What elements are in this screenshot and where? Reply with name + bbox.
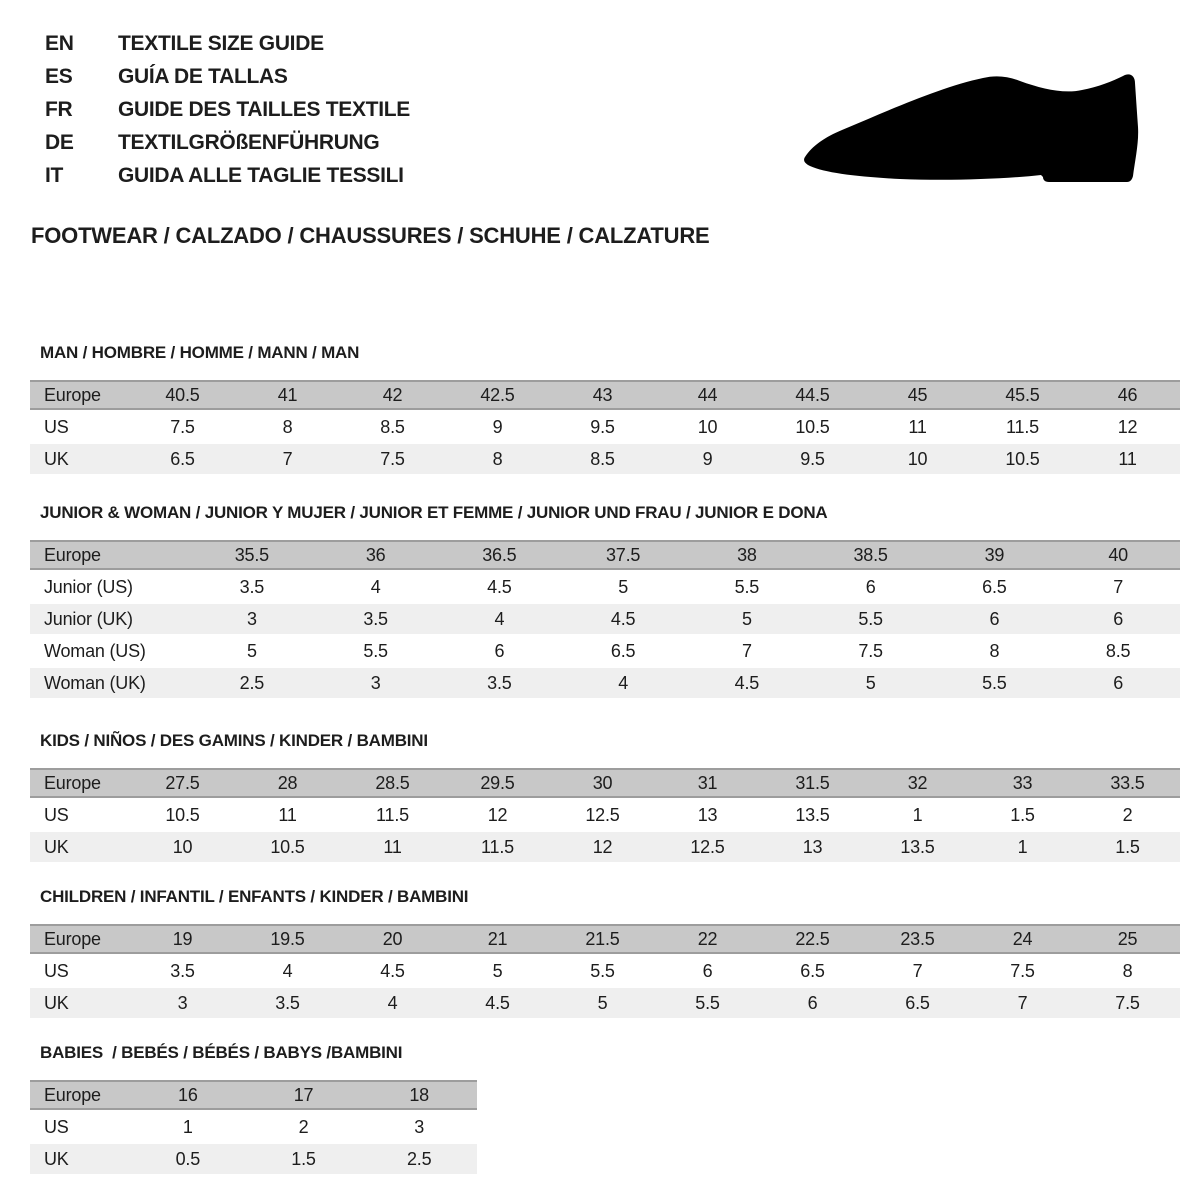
size-cell: 6.5 [610, 640, 636, 661]
language-code: ES [45, 64, 73, 88]
table-row [30, 444, 1180, 474]
table-row [30, 924, 1180, 954]
size-cell: 24 [1012, 928, 1033, 949]
section-title: BABIES / BEBÉS / BÉBÉS / BABYS /BAMBINI [40, 1043, 403, 1062]
table-row [30, 832, 1180, 862]
table-row [30, 604, 1180, 634]
size-cell: 44.5 [795, 384, 830, 405]
section-title: MAN / HOMBRE / HOMME / MANN / MAN [40, 343, 360, 362]
size-cell: 7 [1017, 992, 1028, 1013]
size-cell: 30 [592, 772, 613, 793]
size-cell: 10 [172, 836, 193, 857]
size-cell: 43 [592, 384, 613, 405]
size-cell: 27.5 [165, 772, 200, 793]
size-cell: 37.5 [606, 544, 641, 565]
size-cell: 7.5 [1115, 992, 1140, 1013]
size-table [30, 380, 1180, 474]
size-cell: 5 [492, 960, 503, 981]
size-cell: 29.5 [480, 772, 515, 793]
row-label: Europe [44, 1084, 101, 1105]
size-cell: 7.5 [1010, 960, 1035, 981]
size-cell: 6.5 [982, 576, 1007, 597]
size-cell: 1.5 [1010, 804, 1035, 825]
size-cell: 18 [409, 1084, 429, 1105]
table-row [30, 1112, 477, 1142]
size-cell: 3.5 [275, 992, 300, 1013]
size-cell: 3.5 [487, 672, 512, 693]
size-section [30, 343, 1180, 474]
size-cell: 20 [382, 928, 403, 949]
size-cell: 13.5 [900, 836, 935, 857]
size-cell: 9 [492, 416, 503, 437]
row-label: Woman (UK) [44, 672, 146, 693]
table-row [30, 956, 1180, 986]
size-cell: 12.5 [585, 804, 620, 825]
size-table [30, 768, 1180, 862]
size-cell: 3 [370, 672, 381, 693]
size-table [30, 1080, 477, 1174]
size-cell: 12 [592, 836, 613, 857]
size-cell: 32 [907, 772, 928, 793]
size-cell: 4 [387, 992, 398, 1013]
size-cell: 40.5 [165, 384, 200, 405]
size-cell: 11 [908, 416, 927, 437]
size-cell: 22 [697, 928, 718, 949]
table-row [30, 412, 1180, 442]
section-title: CHILDREN / INFANTIL / ENFANTS / KINDER / BAMBINI [40, 887, 469, 906]
size-cell: 2 [298, 1116, 309, 1137]
table-row [30, 380, 1180, 410]
size-cell: 4.5 [734, 672, 760, 693]
language-code: DE [45, 130, 74, 154]
size-cell: 10 [697, 416, 718, 437]
size-cell: 5 [865, 672, 876, 693]
size-cell: 1 [912, 804, 923, 825]
size-cell: 9.5 [590, 416, 615, 437]
size-cell: 42.5 [480, 384, 515, 405]
row-label: Europe [44, 544, 101, 565]
size-cell: 38.5 [853, 544, 888, 565]
size-cell: 5 [741, 608, 752, 629]
size-cell: 11.5 [376, 804, 409, 825]
size-cell: 21 [487, 928, 508, 949]
size-cell: 11 [278, 804, 297, 825]
size-cell: 13.5 [795, 804, 830, 825]
language-code: EN [45, 31, 74, 55]
size-cell: 3.5 [363, 608, 388, 629]
size-cell: 28.5 [375, 772, 410, 793]
size-cell: 38 [737, 544, 757, 565]
size-cell: 31.5 [795, 772, 830, 793]
size-cell: 7 [912, 960, 923, 981]
language-title: GUÍA DE TALLAS [118, 64, 288, 88]
table-row [30, 572, 1180, 602]
size-cell: 1 [182, 1116, 193, 1137]
size-cell: 31 [697, 772, 718, 793]
row-label: UK [44, 448, 69, 469]
size-cell: 10.5 [270, 836, 305, 857]
size-section [30, 731, 1180, 862]
size-section [30, 503, 1180, 698]
row-label: Europe [44, 928, 101, 949]
size-cell: 6.5 [170, 448, 195, 469]
size-cell: 7 [1113, 576, 1124, 597]
size-cell: 4 [282, 960, 293, 981]
size-cell: 9 [702, 448, 713, 469]
size-cell: 10.5 [165, 804, 200, 825]
table-row [30, 800, 1180, 830]
size-cell: 0.5 [175, 1148, 201, 1169]
size-cell: 11.5 [481, 836, 514, 857]
size-cell: 4 [618, 672, 629, 693]
size-cell: 5 [597, 992, 608, 1013]
size-cell: 36.5 [482, 544, 517, 565]
size-cell: 41 [277, 384, 298, 405]
size-cell: 6.5 [800, 960, 825, 981]
size-cell: 2.5 [406, 1148, 432, 1169]
row-label: US [44, 960, 69, 981]
size-cell: 8 [282, 416, 293, 437]
size-cell: 10 [907, 448, 928, 469]
size-cell: 45 [907, 384, 928, 405]
size-cell: 13 [697, 804, 718, 825]
size-cell: 1.5 [291, 1148, 316, 1169]
language-title: TEXTILGRÖßENFÜHRUNG [118, 130, 380, 154]
size-cell: 3 [177, 992, 188, 1013]
size-cell: 7 [741, 640, 752, 661]
size-cell: 7.5 [170, 416, 195, 437]
row-label: US [44, 416, 69, 437]
size-cell: 13 [802, 836, 823, 857]
section-title: JUNIOR & WOMAN / JUNIOR Y MUJER / JUNIOR ET FEMME / JUNIOR UND FRAU / JUNIOR E DONA [40, 503, 828, 522]
size-cell: 4.5 [610, 608, 636, 629]
table-row [30, 1080, 477, 1110]
language-title: GUIDE DES TAILLES TEXTILE [118, 97, 410, 121]
size-cell: 19.5 [270, 928, 305, 949]
size-cell: 6 [1113, 608, 1124, 629]
size-cell: 1.5 [1115, 836, 1140, 857]
size-cell: 6 [494, 640, 505, 661]
size-cell: 3.5 [239, 576, 265, 597]
size-cell: 2.5 [239, 672, 265, 693]
size-cell: 33.5 [1110, 772, 1145, 793]
size-cell: 6.5 [905, 992, 930, 1013]
row-label: Junior (US) [44, 576, 133, 597]
language-code: FR [45, 97, 73, 121]
size-cell: 8 [492, 448, 503, 469]
size-cell: 8.5 [380, 416, 405, 437]
size-cell: 5.5 [695, 992, 720, 1013]
size-cell: 12.5 [690, 836, 725, 857]
size-cell: 4.5 [485, 992, 510, 1013]
row-label: Europe [44, 384, 101, 405]
size-cell: 5.5 [858, 608, 883, 629]
size-cell: 23.5 [900, 928, 935, 949]
size-cell: 10.5 [1005, 448, 1040, 469]
size-cell: 12 [487, 804, 508, 825]
size-table [30, 924, 1180, 1018]
table-row [30, 1144, 477, 1174]
size-cell: 39 [984, 544, 1005, 565]
size-cell: 22.5 [795, 928, 830, 949]
size-cell: 8.5 [1105, 640, 1131, 661]
size-cell: 5 [618, 576, 629, 597]
size-cell: 8.5 [590, 448, 615, 469]
row-label: UK [44, 836, 69, 857]
size-cell: 3.5 [170, 960, 195, 981]
row-label: Junior (UK) [44, 608, 133, 629]
size-cell: 7.5 [380, 448, 405, 469]
size-cell: 5.5 [982, 672, 1007, 693]
size-cell: 10.5 [795, 416, 830, 437]
row-label: UK [44, 992, 69, 1013]
size-cell: 7 [282, 448, 293, 469]
row-label: Europe [44, 772, 101, 793]
size-cell: 4.5 [380, 960, 405, 981]
size-cell: 45.5 [1005, 384, 1040, 405]
size-section [30, 1043, 477, 1174]
language-code: IT [45, 163, 64, 187]
size-cell: 16 [178, 1084, 198, 1105]
size-cell: 6 [807, 992, 818, 1013]
size-cell: 8 [989, 640, 1000, 661]
section-title: KIDS / NIÑOS / DES GAMINS / KINDER / BAMBINI [40, 731, 428, 750]
size-tables [30, 0, 1180, 1200]
size-cell: 46 [1117, 384, 1138, 405]
size-cell: 8 [1122, 960, 1133, 981]
table-row [30, 988, 1180, 1018]
size-cell: 2 [1122, 804, 1133, 825]
size-table [30, 540, 1180, 698]
size-cell: 11 [383, 836, 402, 857]
size-cell: 40 [1108, 544, 1128, 565]
size-cell: 36 [365, 544, 386, 565]
row-label: US [44, 804, 69, 825]
row-label: Woman (US) [44, 640, 146, 661]
size-cell: 4 [494, 608, 505, 629]
size-cell: 19 [172, 928, 193, 949]
size-cell: 17 [293, 1084, 314, 1105]
size-cell: 42 [382, 384, 403, 405]
size-cell: 11 [1118, 448, 1137, 469]
size-section [30, 887, 1180, 1018]
category-title: FOOTWEAR / CALZADO / CHAUSSURES / SCHUHE / CALZATURE [31, 223, 710, 248]
size-cell: 33 [1012, 772, 1033, 793]
language-title: GUIDA ALLE TAGLIE TESSILI [118, 163, 404, 187]
size-cell: 4.5 [487, 576, 512, 597]
size-cell: 6 [1113, 672, 1124, 693]
size-cell: 3 [414, 1116, 425, 1137]
size-cell: 6 [702, 960, 713, 981]
size-cell: 44 [697, 384, 718, 405]
size-cell: 11.5 [1006, 416, 1039, 437]
size-cell: 6 [865, 576, 876, 597]
size-cell: 1 [1017, 836, 1028, 857]
table-row [30, 540, 1180, 570]
row-label: US [44, 1116, 69, 1137]
table-row [30, 668, 1180, 698]
table-row [30, 768, 1180, 798]
size-cell: 4 [370, 576, 381, 597]
size-cell: 25 [1117, 928, 1138, 949]
size-cell: 9.5 [800, 448, 825, 469]
size-cell: 28 [277, 772, 298, 793]
size-cell: 12 [1117, 416, 1138, 437]
size-cell: 5.5 [363, 640, 388, 661]
size-cell: 3 [246, 608, 257, 629]
language-title: TEXTILE SIZE GUIDE [118, 31, 324, 55]
size-cell: 5.5 [734, 576, 760, 597]
size-cell: 6 [989, 608, 1000, 629]
size-cell: 35.5 [234, 544, 269, 565]
size-cell: 21.5 [585, 928, 620, 949]
size-cell: 7.5 [858, 640, 883, 661]
size-cell: 5.5 [590, 960, 615, 981]
row-label: UK [44, 1148, 69, 1169]
table-row [30, 636, 1180, 666]
size-cell: 5 [246, 640, 257, 661]
